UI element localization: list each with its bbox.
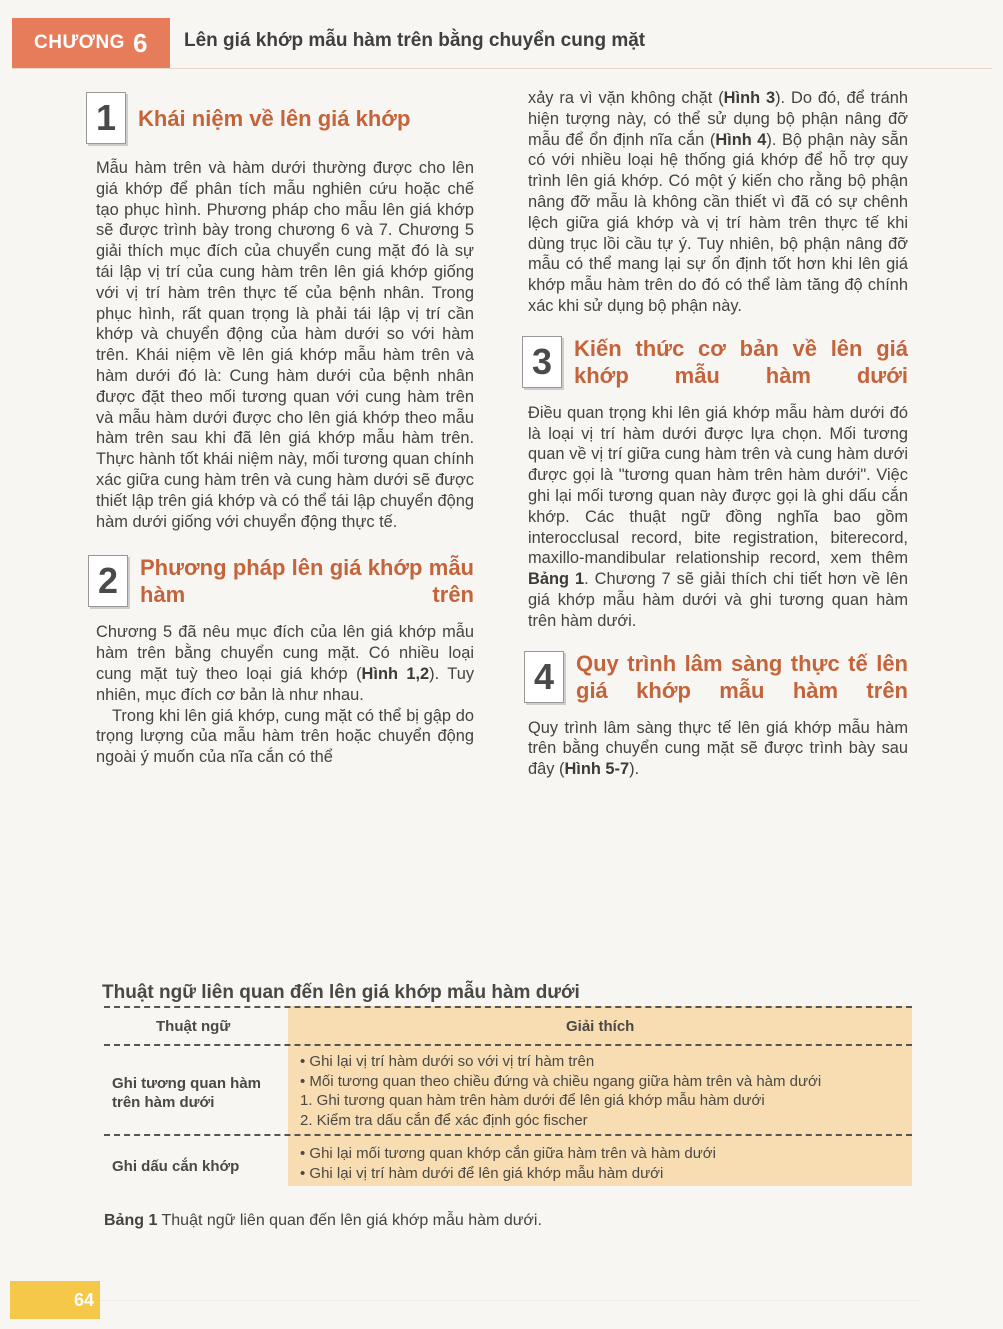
footer-line bbox=[100, 1300, 920, 1301]
section-2-paragraph-1: Chương 5 đã nêu mục đích của lên giá khớp mẫu hàm trên bằng chuyển cung mặt. Có nhiều loại cung mặt tuỳ theo loại giá khớp (Hình 1,2). Tuy nhiên, mục đích cơ bản là như nhau. bbox=[96, 623, 475, 704]
list-item: • Mối tương quan theo chiều đứng và chiều ngang giữa hàm trên và hàm dưới bbox=[300, 1072, 822, 1090]
section-1-heading bbox=[86, 92, 474, 144]
table-row-explanation bbox=[300, 1144, 716, 1183]
section-number-box: 2 bbox=[88, 555, 128, 607]
section-number-box: 3 bbox=[522, 336, 562, 388]
table-row-term: Ghi dấu cắn khớp bbox=[112, 1158, 240, 1175]
section-3-heading bbox=[522, 335, 908, 389]
section-number-box: 1 bbox=[86, 92, 126, 144]
section-1-paragraph: Mẫu hàm trên và hàm dưới thường được cho lên giá khớp để phân tích mẫu nghiên cứu hoặc chế tạo phục hình. Phương pháp cho mẫu lên giá khớp sẽ được trình bày trong chương 6 và 7. Chương 5 giải thích mục đích của chuyển cung mặt đó là sự tái lập vị trí của cung hàm trên lên giá khớp giống với vị trí hàm trên thực tế của bệnh nhân. Trong phục hình, rất quan trọng là phải tái lập vị trí cần khớp và chuyển động của hàm dưới so với hàm trên. Khái niệm về lên giá khớp mẫu hàm trên và hàm dưới đó là: Cung hàm dưới của bệnh nhân được đặt theo mối tương quan với cung hàm trên và mẫu hàm dưới được cho lên giá khớp theo mẫu hàm trên sau khi đã lên giá khớp mẫu hàm trên. Thực hành tốt khái niệm này, mối tương quan chính xác giữa cung hàm trên và cung hàm dưới sẽ được thiết lập trên giá khớp và có thể tái lập chuyển động hàm dưới giống với chuyển động thực tế. bbox=[96, 159, 474, 531]
table-caption: Bảng 1 Thuật ngữ liên quan đến lên giá khớp mẫu hàm dưới. bbox=[104, 1212, 542, 1229]
table-row-term: Ghi tương quan hàm trên hàm dưới bbox=[112, 1075, 262, 1111]
header-divider bbox=[12, 68, 992, 69]
section-2-heading bbox=[88, 554, 474, 608]
terminology-table bbox=[104, 1006, 912, 1186]
chapter-tab bbox=[12, 18, 170, 68]
chapter-number: 6 bbox=[132, 27, 148, 58]
section-title: Phương pháp lên giá khớp mẫu hàm trên bbox=[140, 555, 474, 608]
right-column bbox=[528, 88, 908, 780]
table-title: Thuật ngữ liên quan đến lên giá khớp mẫu hàm dưới bbox=[102, 982, 580, 1003]
table-row-explanation bbox=[300, 1052, 821, 1130]
chapter-word: CHƯƠNG bbox=[34, 32, 125, 53]
left-column bbox=[96, 92, 474, 768]
chapter-title: Lên giá khớp mẫu hàm trên bằng chuyển cung mặt bbox=[184, 30, 646, 51]
table-divider bbox=[104, 1006, 912, 1008]
section-number-box: 4 bbox=[524, 651, 564, 703]
list-item: • Ghi lại mối tương quan khớp cắn giữa hàm trên và hàm dưới bbox=[300, 1145, 716, 1162]
table-divider bbox=[104, 1044, 912, 1046]
table-header-explanation: Giải thích bbox=[566, 1018, 635, 1035]
section-2-paragraph-2: Trong khi lên giá khớp, cung mặt có thể bị gập do trọng lượng của mẫu hàm trên hoặc chuyển động ngoài ý muốn của nĩa cắn có thể bbox=[96, 706, 474, 767]
list-item: • Ghi lại vị trí hàm dưới để lên giá khớp mẫu hàm dưới bbox=[300, 1164, 664, 1182]
section-title: Kiến thức cơ bản về lên giá khớp mẫu hàm dưới bbox=[574, 335, 908, 388]
section-4-heading bbox=[524, 650, 908, 704]
table-reference: Bảng 1 bbox=[528, 570, 585, 589]
section-2-continuation: xảy ra vì vặn không chặt (Hình 3). Do đó, để tránh hiện tượng này, có thể sử dụng bộ phận nâng đỡ mẫu để ổn định nĩa cắn (Hình 4). Bộ phận này sẵn có với nhiều loại hệ thống giá khớp để hỗ trợ quy trình lên giá khớp. Có một ý kiến cho rằng bộ phận nâng đỡ mẫu là không cần thiết vì đã có sự chênh lệch giữa giá khớp và vị trí hàm trên thực tế khi dùng trục lồi cầu tự ý. Tuy nhiên, bộ phận nâng đỡ mẫu có thể mang lại sự ổn định tốt hơn khi lên giá khớp mẫu hàm trên do đó có thể làm tăng độ chính xác khi sử dụng bộ phận này. bbox=[528, 89, 908, 315]
section-3-paragraph: Điều quan trọng khi lên giá khớp mẫu hàm dưới đó là loại vị trí hàm dưới được lựa chọn. Mối tương quan về vị trí giữa cung hàm trên và cung hàm dưới được gọi là "tương quan hàm trên hàm dưới". Việc ghi lại mối tương quan này được gọi là ghi dấu cắn khớp. Các thuật ngữ đồng nghĩa bao gồm interocclusal record, bite registration, biterecord, maxillo-mandibular relationship record, xem thêm Bảng 1. Chương 7 sẽ giải thích chi tiết hơn về lên giá khớp mẫu hàm dưới và ghi tương quan hàm trên hàm dưới. bbox=[528, 403, 908, 630]
list-item: 1. Ghi tương quan hàm trên hàm dưới để lên giá khớp mẫu hàm dưới bbox=[300, 1092, 765, 1109]
page-number: 64 bbox=[10, 1281, 100, 1319]
list-item: • Ghi lại vị trí hàm dưới so với vị trí hàm trên bbox=[300, 1053, 595, 1070]
list-item: 2. Kiểm tra dấu cắn để xác định góc fischer bbox=[300, 1111, 588, 1129]
section-title: Quy trình lâm sàng thực tế lên giá khớp mẫu hàm trên bbox=[576, 650, 908, 703]
figure-reference: Hình 4 bbox=[715, 130, 767, 149]
figure-reference: Hình 3 bbox=[723, 89, 776, 107]
figure-reference: Hình 1,2 bbox=[361, 664, 430, 683]
table-header-term: Thuật ngữ bbox=[156, 1018, 231, 1035]
figure-reference: Hình 5-7 bbox=[564, 760, 630, 779]
section-title: Khái niệm về lên giá khớp bbox=[138, 105, 411, 131]
section-4-paragraph: Quy trình lâm sàng thực tế lên giá khớp mẫu hàm trên bằng chuyển cung mặt sẽ được trình bày sau đây (Hình 5-7). bbox=[528, 718, 908, 779]
table-divider bbox=[104, 1134, 912, 1136]
